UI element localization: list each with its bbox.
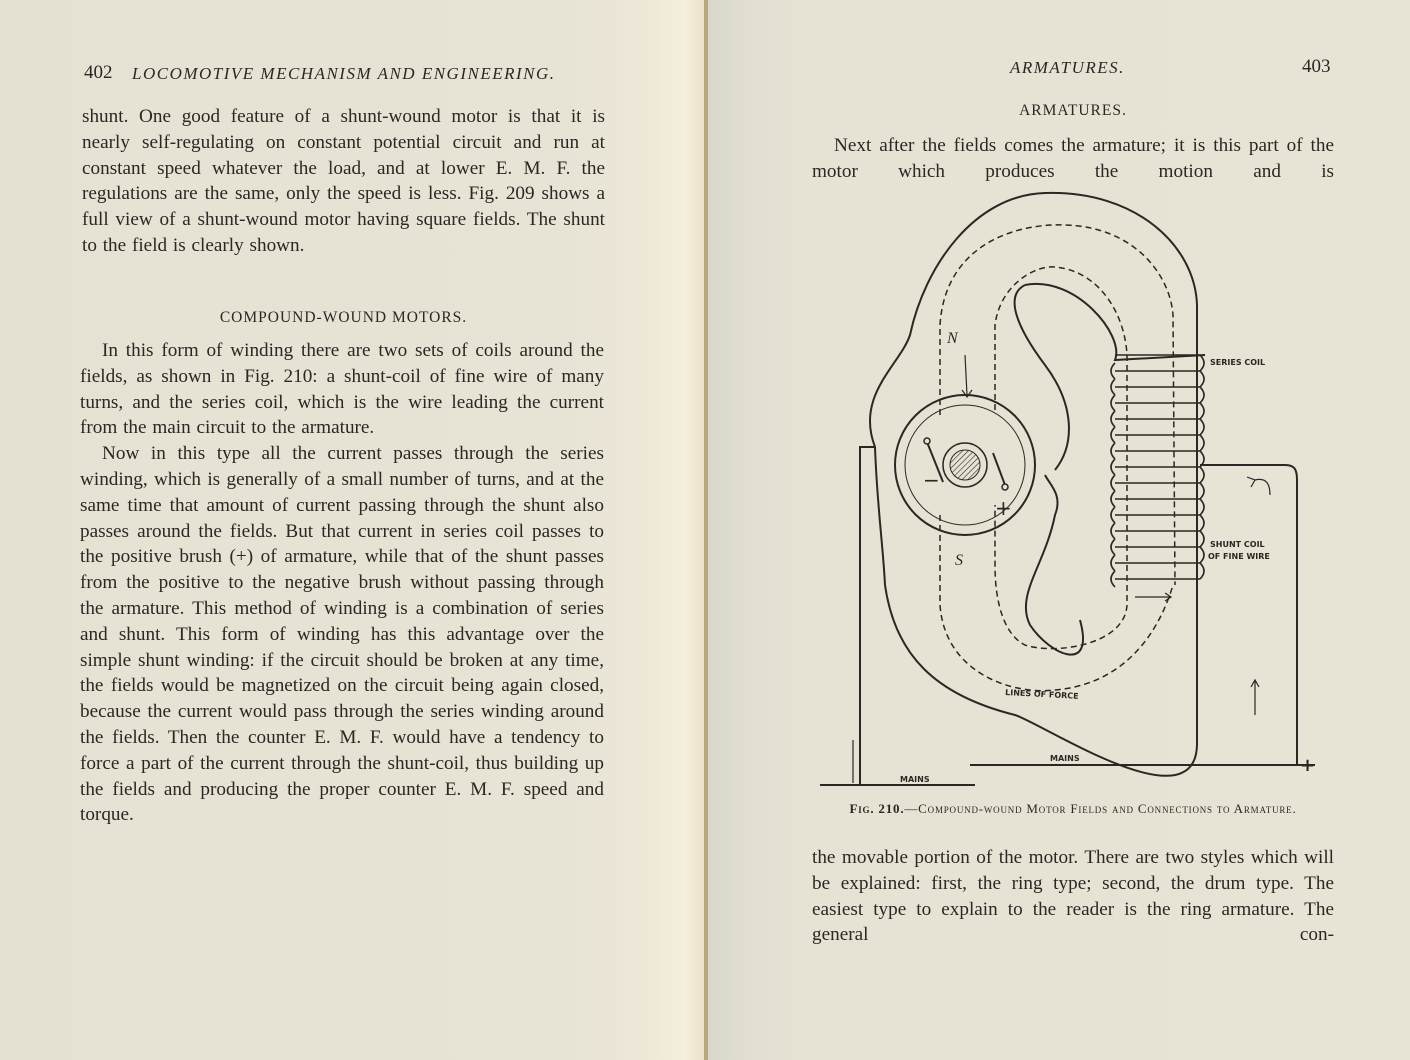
shunt-coil-label-line1: SHUNT COIL <box>1210 540 1265 549</box>
paragraph: In this form of winding there are two sets of coils around the fields, as shown in Fig. 210: a shunt-coil of fine wire of many turns, and the series coil, which is the wire leading the current from the main circuit to the armature. <box>80 340 604 439</box>
paragraph: shunt. One good feature of a shunt-wound motor is that it is nearly self-regulating on constant potential circuit and run at constant speed whatever the load, and at lower E. M. F. the regulations are the same, only the speed is less. Fig. 209 shows a full view of a shunt-wound motor having square fields. The shunt to the field is clearly shown. <box>82 106 605 256</box>
paragraph-before-figure <box>812 133 1334 185</box>
paragraph-after-figure <box>812 845 1334 948</box>
lines-of-force-label: LINES OF FORCE <box>1004 688 1079 701</box>
section-title-armatures: ARMATURES. <box>1019 102 1127 119</box>
south-pole-label: S <box>955 552 963 569</box>
motor-diagram-figure <box>815 185 1355 795</box>
negative-brush-label: − <box>923 468 940 492</box>
intro-paragraph <box>82 104 605 259</box>
mains-label-top: MAINS <box>1050 754 1080 763</box>
section-title-compound: COMPOUND-WOUND MOTORS. <box>219 309 468 326</box>
body-paragraphs-left <box>80 338 604 828</box>
figure-number: Fig. 210. <box>849 801 905 816</box>
north-pole-label: N <box>947 330 958 347</box>
positive-brush-label: + <box>995 496 1012 520</box>
series-coil-label: SERIES COIL <box>1210 358 1266 367</box>
page-number-right: 403 <box>1302 56 1331 77</box>
mains-label-bottom: MAINS <box>900 775 930 784</box>
paragraph: the movable portion of the motor. There are two styles which will be explained: first, the ring type; second, the drum type. The easiest type to explain to the reader is the ring armature. The general con- <box>812 847 1334 946</box>
figure-caption <box>812 801 1334 817</box>
running-head-left: LOCOMOTIVE MECHANISM AND ENGINEERING. <box>132 64 556 83</box>
page-number-left: 402 <box>84 62 113 83</box>
figure-caption-text: —Compound-wound Motor Fields and Connections to Armature. <box>904 801 1297 816</box>
mains-positive-terminal: + <box>1300 755 1316 776</box>
running-head-right: ARMATURES. <box>1010 58 1125 77</box>
paragraph: Now in this type all the current passes through the series winding, which is generally of a small number of turns, and at the same time that amount of current passing through the shunt also passes around the fields. But that current in series coil passes to the positive brush (+) of armature, while that of the shunt passes from the positive to the negative brush without passing through the armature. This method of winding is a combination of series and shunt. This form of winding has this advantage over the simple shunt winding: if the circuit should be broken at any time, the fields would be magnetized on the circuit being again closed, because the current would pass through the series winding around the fields. Then the counter E. M. F. would have a tendency to force a part of the current through the shunt-coil, thus building up the fields and producing the proper counter E. M. F. speed and torque. <box>80 443 604 826</box>
shunt-coil-label-line2: OF FINE WIRE <box>1208 552 1270 561</box>
paragraph: Next after the fields comes the armature; it is this part of the motor which produces the motion and is <box>812 135 1334 182</box>
